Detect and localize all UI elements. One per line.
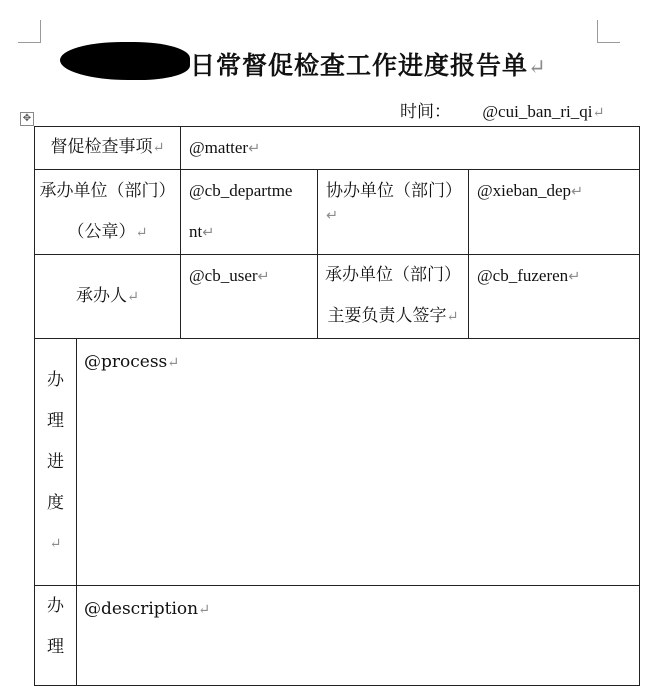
time-row: 时间： @cui_ban_ri_qi↵ — [400, 102, 605, 122]
co-department-value[interactable]: @xieban_dep↵ — [469, 170, 640, 255]
table-row — [35, 127, 640, 170]
process-value[interactable]: @process↵ — [77, 339, 640, 586]
responsible-label: 承办单位（部门） 主要负责人签字↵ — [318, 255, 469, 339]
redacted-block — [60, 42, 190, 80]
document-title: 日常督促检查工作进度报告单↵ — [190, 51, 547, 80]
description-value[interactable]: @description↵ — [77, 586, 640, 686]
department-value[interactable]: @cb_departme nt↵ — [181, 170, 318, 255]
report-table — [34, 126, 639, 686]
department-label: 承办单位（部门） （公章）↵ — [35, 170, 181, 255]
table-row — [35, 255, 640, 339]
table-row — [35, 586, 640, 686]
handler-label: 承办人↵ — [35, 255, 181, 339]
time-label: 时间： — [400, 102, 451, 122]
matter-label: 督促检查事项↵ — [35, 127, 181, 170]
table-move-handle-icon[interactable]: ✥ — [20, 112, 34, 126]
crop-mark-top-left — [18, 20, 41, 43]
description-label: 办 理 — [35, 586, 77, 686]
responsible-value[interactable]: @cb_fuzeren↵ — [469, 255, 640, 339]
table-row — [35, 170, 640, 255]
time-value: @cui_ban_ri_qi — [482, 102, 593, 121]
crop-mark-top-right — [597, 20, 620, 43]
matter-value[interactable]: @matter↵ — [181, 127, 640, 170]
table-row — [35, 339, 640, 586]
process-label: 办 理 进 度 ↵ — [35, 339, 77, 586]
co-department-label: 协办单位（部门）↵ — [318, 170, 469, 255]
handler-value[interactable]: @cb_user↵ — [181, 255, 318, 339]
